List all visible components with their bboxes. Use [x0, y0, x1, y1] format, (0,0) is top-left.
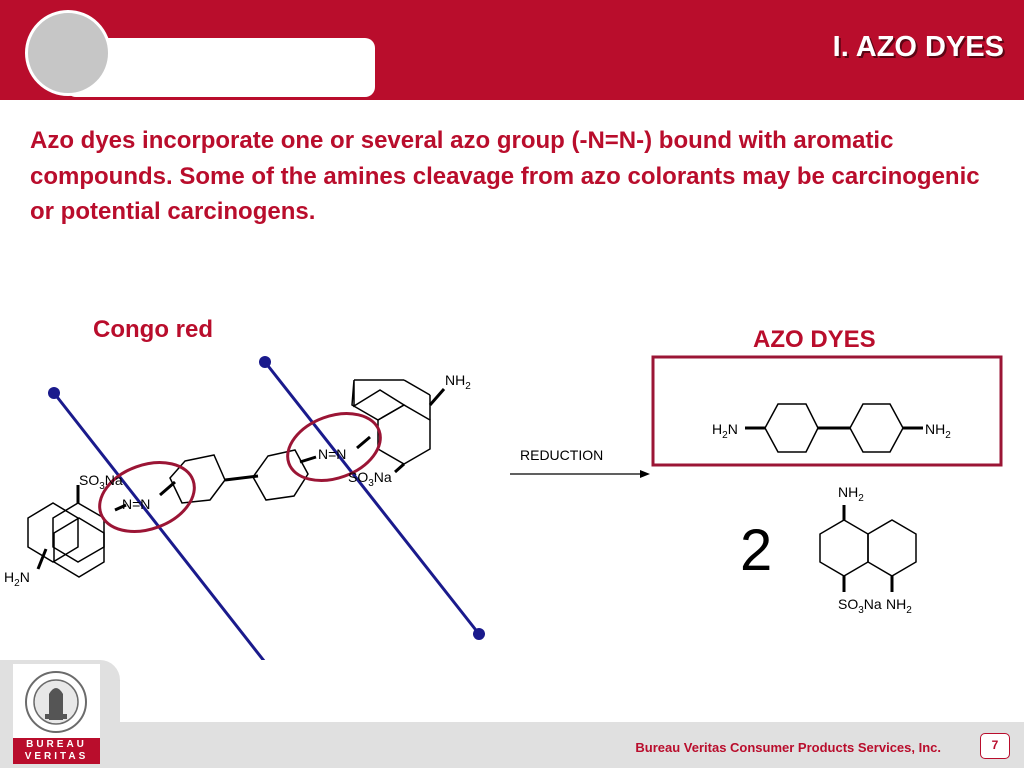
page-number: 7: [980, 733, 1010, 759]
so3na-label-right: $SO_3Na$: [348, 469, 392, 489]
logo-wordmark: BUREAU VERITAS: [13, 738, 100, 764]
stoichiometric-coefficient: 2: [740, 518, 773, 583]
benzidine-structure: [745, 404, 923, 452]
azo-group-label-right: N=N: [318, 446, 347, 462]
footer-company-name: Bureau Veritas Consumer Products Services, Inc.: [635, 740, 941, 755]
benzidine-ring-a: [765, 404, 818, 452]
cleavage-dot: [48, 387, 60, 399]
intro-text: Azo dyes incorporate one or several azo group (-N=N-) bound with aromatic compounds. Some of the amines cleavage from azo colorants may be carcinogenic or potential carcinogens.: [30, 127, 980, 225]
slide-title: I. AZO DYES: [832, 31, 1004, 63]
cleavage-line-right: [265, 362, 479, 634]
naphthalene-product-structure: [820, 505, 916, 592]
naphthalene-left-ring-c: [54, 518, 104, 577]
naphthalene-product-ring-a: [820, 520, 868, 576]
reduction-label: REDUCTION: [520, 447, 604, 463]
congo-red-title: Congo red: [93, 316, 213, 343]
azo-dyes-heading: AZO DYES: [753, 326, 876, 353]
benzidine-amine-right: $NH_2$: [925, 421, 951, 441]
naphthalene-amine-bottom: $NH_2$: [886, 596, 912, 616]
naphthalene-product-ring-b: [868, 520, 916, 576]
benzidine-amine-left: $H_2N$: [712, 421, 738, 441]
logo-seal-icon: [13, 664, 100, 738]
benzene-ring-a: [170, 455, 225, 503]
cleavage-dot: [259, 356, 271, 368]
reaction-arrowhead: [640, 470, 650, 478]
amine-label-right: $NH_2$: [445, 372, 471, 392]
naphthalene-so3na: $SO_3Na$: [838, 596, 882, 616]
naphthalene-right-ring-a: [378, 405, 430, 464]
benzidine-ring-b: [850, 404, 903, 452]
naphthalene-amine-top: $NH_2$: [838, 484, 864, 504]
cleavage-lines: [48, 356, 485, 660]
so3na-label-left: $SO_3Na$: [79, 472, 123, 492]
azo-group-label-left: N=N: [122, 496, 151, 512]
benzidine-box: [653, 357, 1001, 465]
amine-label-left: $H_2N$: [4, 569, 30, 589]
cleavage-dot: [473, 628, 485, 640]
